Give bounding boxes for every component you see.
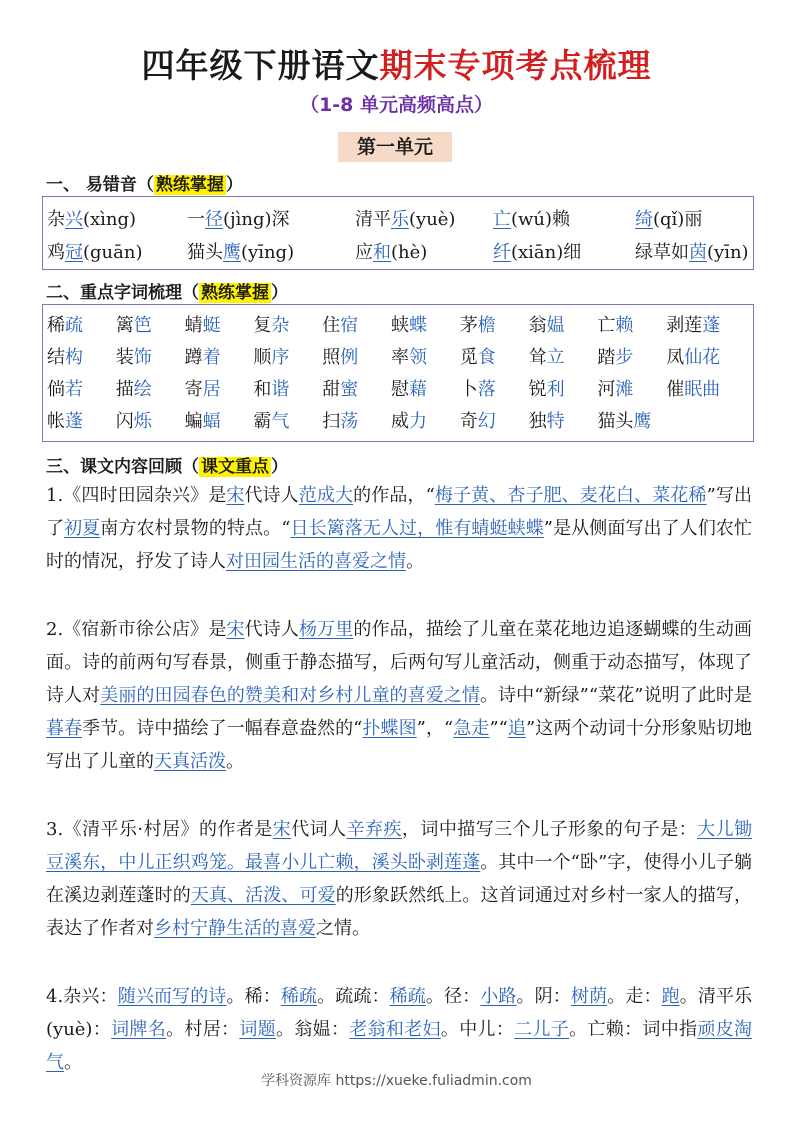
answer-underline: 杨万里: [298, 619, 354, 640]
vocab-plain: 扫: [322, 411, 341, 432]
text-segment: 1.《四时田园杂兴》是: [46, 485, 227, 506]
answer-underline: 随兴而写的诗: [117, 986, 227, 1007]
vocab-highlight: 滩: [615, 379, 634, 400]
vocab-word: [47, 375, 83, 401]
vocab-word: [391, 375, 427, 401]
answer-underline: 顽皮淘气: [46, 1019, 753, 1073]
vocab-plain: 催: [666, 379, 685, 400]
text-segment: 季节。诗中描绘了一幅春意盎然的“: [82, 718, 363, 739]
vocab-highlight: 序: [271, 347, 290, 368]
vocab-highlight: 鹰: [633, 411, 652, 432]
answer-underline: 老翁和老妇: [349, 1019, 441, 1040]
vocab-word: [529, 343, 565, 369]
paragraph-4: [46, 980, 752, 1079]
pron-pre: 杂: [47, 209, 65, 230]
pron-char: 绮: [635, 209, 653, 230]
text-segment: 的形象跃然纸上。这首词通过对乡村一家人的描写，表达了作者对: [46, 885, 753, 939]
vocab-plain: 寄: [184, 379, 203, 400]
text-segment: 代诗人: [244, 485, 299, 506]
pron-char: 和: [373, 242, 391, 263]
vocab-plain: 甜: [322, 379, 341, 400]
page-subtitle: （1-8 单元高频高点）: [300, 94, 493, 116]
vocab-word: [666, 311, 720, 337]
pronunciation-item: [187, 205, 290, 231]
vocab-word: [253, 311, 289, 337]
vocab-word: [47, 407, 83, 433]
text-segment: ”，“: [416, 718, 454, 739]
vocab-word: [597, 311, 633, 337]
vocab-highlight: 领: [409, 347, 427, 368]
vocab-plain: 独: [528, 411, 547, 432]
vocab-word: [322, 311, 358, 337]
pron-pinyin: (yuè): [409, 209, 456, 230]
vocab-word: [185, 407, 221, 433]
pronunciation-item: [635, 205, 702, 231]
pron-char: 亡: [493, 209, 511, 230]
vocabulary-box: [42, 304, 754, 442]
text-segment: 。清平乐(yuè)：: [46, 986, 753, 1040]
text-segment: ，词中描写三个儿子形象的句子是：: [401, 819, 698, 840]
title-black-part: 四年级下册语文: [141, 46, 380, 85]
vocab-highlight: 疏: [65, 315, 83, 336]
answer-underline: 稀疏: [389, 986, 426, 1007]
answer-underline: 急走: [453, 718, 490, 739]
vocab-word: [529, 311, 565, 337]
pron-char: 径: [205, 209, 223, 230]
text-segment: 。: [406, 551, 424, 572]
answer-underline: 乡村宁静生活的喜爱: [154, 918, 316, 939]
pronunciation-item: [493, 205, 570, 231]
text-segment: 。疏疏：: [317, 986, 390, 1007]
vocab-plain: 奇: [459, 411, 478, 432]
vocab-highlight: 着: [202, 347, 221, 368]
text-segment: ”是从侧面写出了人们农忙时的情况，抒发了诗人: [46, 518, 753, 572]
text-segment: 的作品，“: [353, 485, 435, 506]
section3-heading-close: ）: [271, 457, 288, 477]
pron-pre: 清平: [355, 209, 391, 230]
vocab-highlight: 荡: [340, 411, 359, 432]
vocab-word: [529, 407, 565, 433]
vocab-word: [47, 311, 83, 337]
pronunciation-item: [187, 238, 294, 264]
vocab-highlight: 烁: [133, 411, 152, 432]
vocab-plain: 踏: [597, 347, 616, 368]
answer-underline: 对田园生活的喜爱之情: [226, 551, 406, 572]
vocab-plain: 帐: [47, 411, 65, 432]
vocab-highlight: 笆: [133, 315, 152, 336]
pron-char: 鹰: [223, 242, 241, 263]
vocab-highlight: 立: [546, 347, 565, 368]
vocab-word: [47, 343, 83, 369]
answer-underline: 暮春: [46, 718, 83, 739]
pron-pinyin: (xiān)细: [511, 242, 582, 263]
text-segment: 代词人: [291, 819, 347, 840]
answer-underline: 宋: [226, 485, 245, 506]
vocab-word: [253, 375, 289, 401]
vocab-plain: 和: [253, 379, 272, 400]
vocab-highlight: 落: [477, 379, 496, 400]
text-segment: 。中儿：: [440, 1019, 515, 1040]
pron-char: 茵: [689, 242, 707, 263]
vocab-word: [597, 375, 633, 401]
text-segment: 。阴：: [516, 986, 571, 1007]
answer-underline: 小路: [480, 986, 517, 1007]
vocab-plain: 稀: [47, 315, 65, 336]
vocab-highlight: 若: [65, 379, 83, 400]
answer-underline: 初夏: [64, 518, 101, 539]
vocab-plain: 慰: [391, 379, 409, 400]
vocab-plain: 霸: [253, 411, 272, 432]
pronunciation-item: [355, 238, 427, 264]
vocab-plain: 闪: [115, 411, 134, 432]
vocab-word: [597, 343, 633, 369]
section2-heading: [46, 278, 288, 303]
answer-underline: 词题: [239, 1019, 276, 1040]
answer-underline: 天真、活泼、可爱: [190, 885, 336, 906]
vocab-plain: 蛱: [391, 315, 409, 336]
vocab-highlight: 居: [202, 379, 221, 400]
vocab-highlight: 蓬: [702, 315, 721, 336]
vocab-plain: 描: [115, 379, 134, 400]
answer-underline: 宋: [226, 619, 245, 640]
vocab-plain: 蝙: [184, 411, 203, 432]
text-segment: 2.《宿新市徐公店》是: [46, 619, 227, 640]
section1-heading-close: ）: [225, 175, 243, 195]
vocab-word: [460, 343, 496, 369]
vocab-plain: 茅: [459, 315, 478, 336]
pron-pinyin: (yīn): [707, 242, 749, 263]
paragraph-1: [46, 479, 752, 578]
text-segment: 代诗人: [244, 619, 299, 640]
text-segment: 。村居：: [166, 1019, 240, 1040]
answer-underline: 词牌名: [111, 1019, 167, 1040]
title-red-part: 期末专项考点梳理: [379, 46, 652, 85]
vocab-highlight: 绘: [133, 379, 152, 400]
pron-pinyin: (hè): [391, 242, 428, 263]
vocab-highlight: 特: [546, 411, 565, 432]
vocab-word: [460, 407, 496, 433]
pron-pre: 鸡: [47, 242, 65, 263]
text-segment: ”“: [489, 718, 508, 739]
vocab-word: [185, 343, 221, 369]
answer-underline: 宋: [272, 819, 292, 840]
section1-heading: [46, 170, 243, 195]
text-segment: 。: [226, 751, 244, 772]
vocab-highlight: 步: [615, 347, 634, 368]
vocab-word: [666, 375, 720, 401]
text-segment: 3.《清平乐·村居》的作者是: [46, 819, 273, 840]
answer-underline: 大儿锄豆溪东，中儿正织鸡笼。最喜小儿亡赖，溪头卧剥莲蓬: [46, 819, 753, 873]
text-segment: 。翁媪：: [276, 1019, 350, 1040]
vocab-word: [116, 343, 152, 369]
vocab-plain: 蜻: [184, 315, 203, 336]
vocab-highlight: 利: [546, 379, 565, 400]
pronunciation-item: [355, 205, 455, 231]
unit-label: 第一单元: [338, 132, 452, 162]
pron-pinyin: (xìng): [83, 209, 137, 230]
vocab-highlight: 蜜: [340, 379, 359, 400]
vocab-highlight: 藉: [409, 379, 427, 400]
vocab-highlight: 构: [65, 347, 83, 368]
vocab-word: [391, 311, 427, 337]
answer-underline: 二儿子: [514, 1019, 570, 1040]
vocab-plain: 威: [391, 411, 409, 432]
vocab-plain: 装: [115, 347, 134, 368]
pron-pre: 一: [187, 209, 205, 230]
page-title: [0, 40, 793, 87]
vocab-plain: 觅: [459, 347, 478, 368]
vocab-highlight: 宿: [340, 315, 359, 336]
answer-underline: 美丽的田园春色的赞美和对乡村儿童的喜爱之情: [100, 685, 480, 706]
vocab-word: [460, 311, 496, 337]
vocab-word: [666, 343, 720, 369]
text-segment: 。其中一个“卧”字，使得小儿子躺在溪边剥莲蓬时的: [46, 852, 753, 906]
pron-pinyin: (wú)赖: [511, 209, 571, 230]
vocab-highlight: 力: [409, 411, 427, 432]
vocab-highlight: 杂: [271, 315, 290, 336]
section2-heading-close: ）: [271, 283, 288, 303]
text-segment: ”写出了: [46, 485, 753, 539]
pron-pre: 应: [355, 242, 373, 263]
vocab-highlight: 檐: [477, 315, 496, 336]
pron-char: 兴: [65, 209, 83, 230]
vocab-word: [116, 375, 152, 401]
vocab-plain: 亡: [597, 315, 616, 336]
vocab-highlight: 食: [477, 347, 496, 368]
vocab-plain: 河: [597, 379, 616, 400]
vocab-highlight: 蜓: [202, 315, 221, 336]
answer-underline: 天真活泼: [154, 751, 226, 772]
vocab-plain: 猫头: [597, 411, 634, 432]
pron-pinyin: (qǐ)丽: [653, 209, 703, 230]
vocab-plain: 翁: [528, 315, 547, 336]
vocab-highlight: 例: [340, 347, 359, 368]
vocab-plain: 顺: [253, 347, 272, 368]
answer-underline: 稀疏: [280, 986, 318, 1007]
vocab-plain: 凤: [666, 347, 685, 368]
vocab-highlight: 气: [271, 411, 290, 432]
vocab-word: [322, 407, 358, 433]
pronunciation-item: [47, 205, 136, 231]
pronunciation-box: [42, 196, 754, 270]
text-segment: 。径：: [425, 986, 481, 1007]
answer-underline: 日长篱落无人过，惟有蜻蜓蛱蝶: [290, 518, 544, 539]
vocab-highlight: 仙花: [684, 347, 721, 368]
vocab-highlight: 媪: [546, 315, 565, 336]
section2-tag: 熟练掌握: [201, 283, 269, 303]
vocab-word: [322, 343, 358, 369]
paragraph-2: [46, 613, 752, 778]
section2-heading-text: 二、重点字词梳理（: [46, 283, 199, 303]
text-segment: 。: [64, 1052, 82, 1073]
section1-heading-text: 一、 易错音（: [46, 175, 154, 195]
vocab-highlight: 赖: [615, 315, 634, 336]
pron-pinyin: (yīng): [241, 242, 295, 263]
text-segment: ”这两个动词十分形象贴切地写出了儿童的: [46, 718, 753, 772]
answer-underline: 辛弃疾: [346, 819, 402, 840]
vocab-plain: 复: [253, 315, 272, 336]
vocab-word: [322, 375, 358, 401]
text-segment: 。稀：: [226, 986, 281, 1007]
pron-pinyin: (jìng)深: [223, 209, 290, 230]
vocab-plain: 倘: [47, 379, 65, 400]
vocab-word: [253, 343, 289, 369]
answer-underline: 梅子黄、杏子肥、麦花白、菜花稀: [434, 485, 707, 506]
vocab-plain: 剥莲: [666, 315, 703, 336]
text-segment: 。诗中“新绿”“菜花”说明了此时是: [479, 685, 753, 706]
footer-watermark: 学科资源库 https://xueke.fuliadmin.com: [261, 1073, 532, 1089]
text-segment: 的作品，描绘了儿童在菜花地边追逐蝴蝶的生动画面。诗的前两句写春景，侧重于静态描写，后两句写儿童活动，侧重于动态描写，体现了诗人对: [46, 619, 753, 706]
vocab-highlight: 蝶: [409, 315, 427, 336]
vocab-plain: 照: [322, 347, 341, 368]
vocab-plain: 卜: [459, 379, 478, 400]
pron-pinyin: (guān): [83, 242, 143, 263]
pronunciation-item: [47, 238, 142, 264]
pron-pre: 猫头: [187, 242, 223, 263]
vocab-word: [253, 407, 289, 433]
answer-underline: 范成大: [298, 485, 354, 506]
vocab-word: [391, 407, 427, 433]
pron-pre: 绿草如: [635, 242, 689, 263]
vocab-plain: 蹲: [184, 347, 203, 368]
vocab-word: [116, 311, 152, 337]
text-segment: 。亡赖：词中指: [569, 1019, 698, 1040]
text-segment: 。走：: [607, 986, 662, 1007]
vocab-word: [185, 311, 221, 337]
vocab-plain: 锐: [528, 379, 547, 400]
section3-tag: 课文重点: [201, 457, 269, 477]
vocab-plain: 率: [391, 347, 409, 368]
pron-char: 乐: [391, 209, 409, 230]
vocab-plain: 结: [47, 347, 65, 368]
pronunciation-item: [635, 238, 749, 264]
vocab-word: [185, 375, 221, 401]
paragraph-3: [46, 813, 752, 945]
vocab-word: [597, 407, 651, 433]
answer-underline: 跑: [661, 986, 680, 1007]
vocab-word: [116, 407, 152, 433]
section3-heading: [46, 452, 288, 477]
vocab-highlight: 蝠: [202, 411, 221, 432]
vocab-highlight: 谐: [271, 379, 290, 400]
vocab-word: [460, 375, 496, 401]
vocab-plain: 耸: [528, 347, 547, 368]
pron-char: 冠: [65, 242, 83, 263]
vocab-highlight: 眠曲: [684, 379, 721, 400]
vocab-highlight: 幻: [477, 411, 496, 432]
vocab-plain: 住: [322, 315, 341, 336]
text-segment: 4.杂兴：: [46, 986, 118, 1007]
vocab-plain: 篱: [115, 315, 134, 336]
section1-tag: 熟练掌握: [155, 175, 224, 195]
text-segment: 南方农村景物的特点。“: [100, 518, 291, 539]
vocab-word: [391, 343, 427, 369]
pronunciation-item: [493, 238, 581, 264]
text-segment: 之情。: [316, 918, 370, 939]
answer-underline: 追: [507, 718, 526, 739]
vocab-highlight: 蓬: [65, 411, 83, 432]
answer-underline: 扑蝶图: [362, 718, 417, 739]
vocab-word: [529, 375, 565, 401]
vocab-highlight: 饰: [133, 347, 152, 368]
section3-heading-text: 三、课文内容回顾（: [46, 457, 199, 477]
pron-char: 纤: [493, 242, 511, 263]
answer-underline: 树荫: [570, 986, 608, 1007]
